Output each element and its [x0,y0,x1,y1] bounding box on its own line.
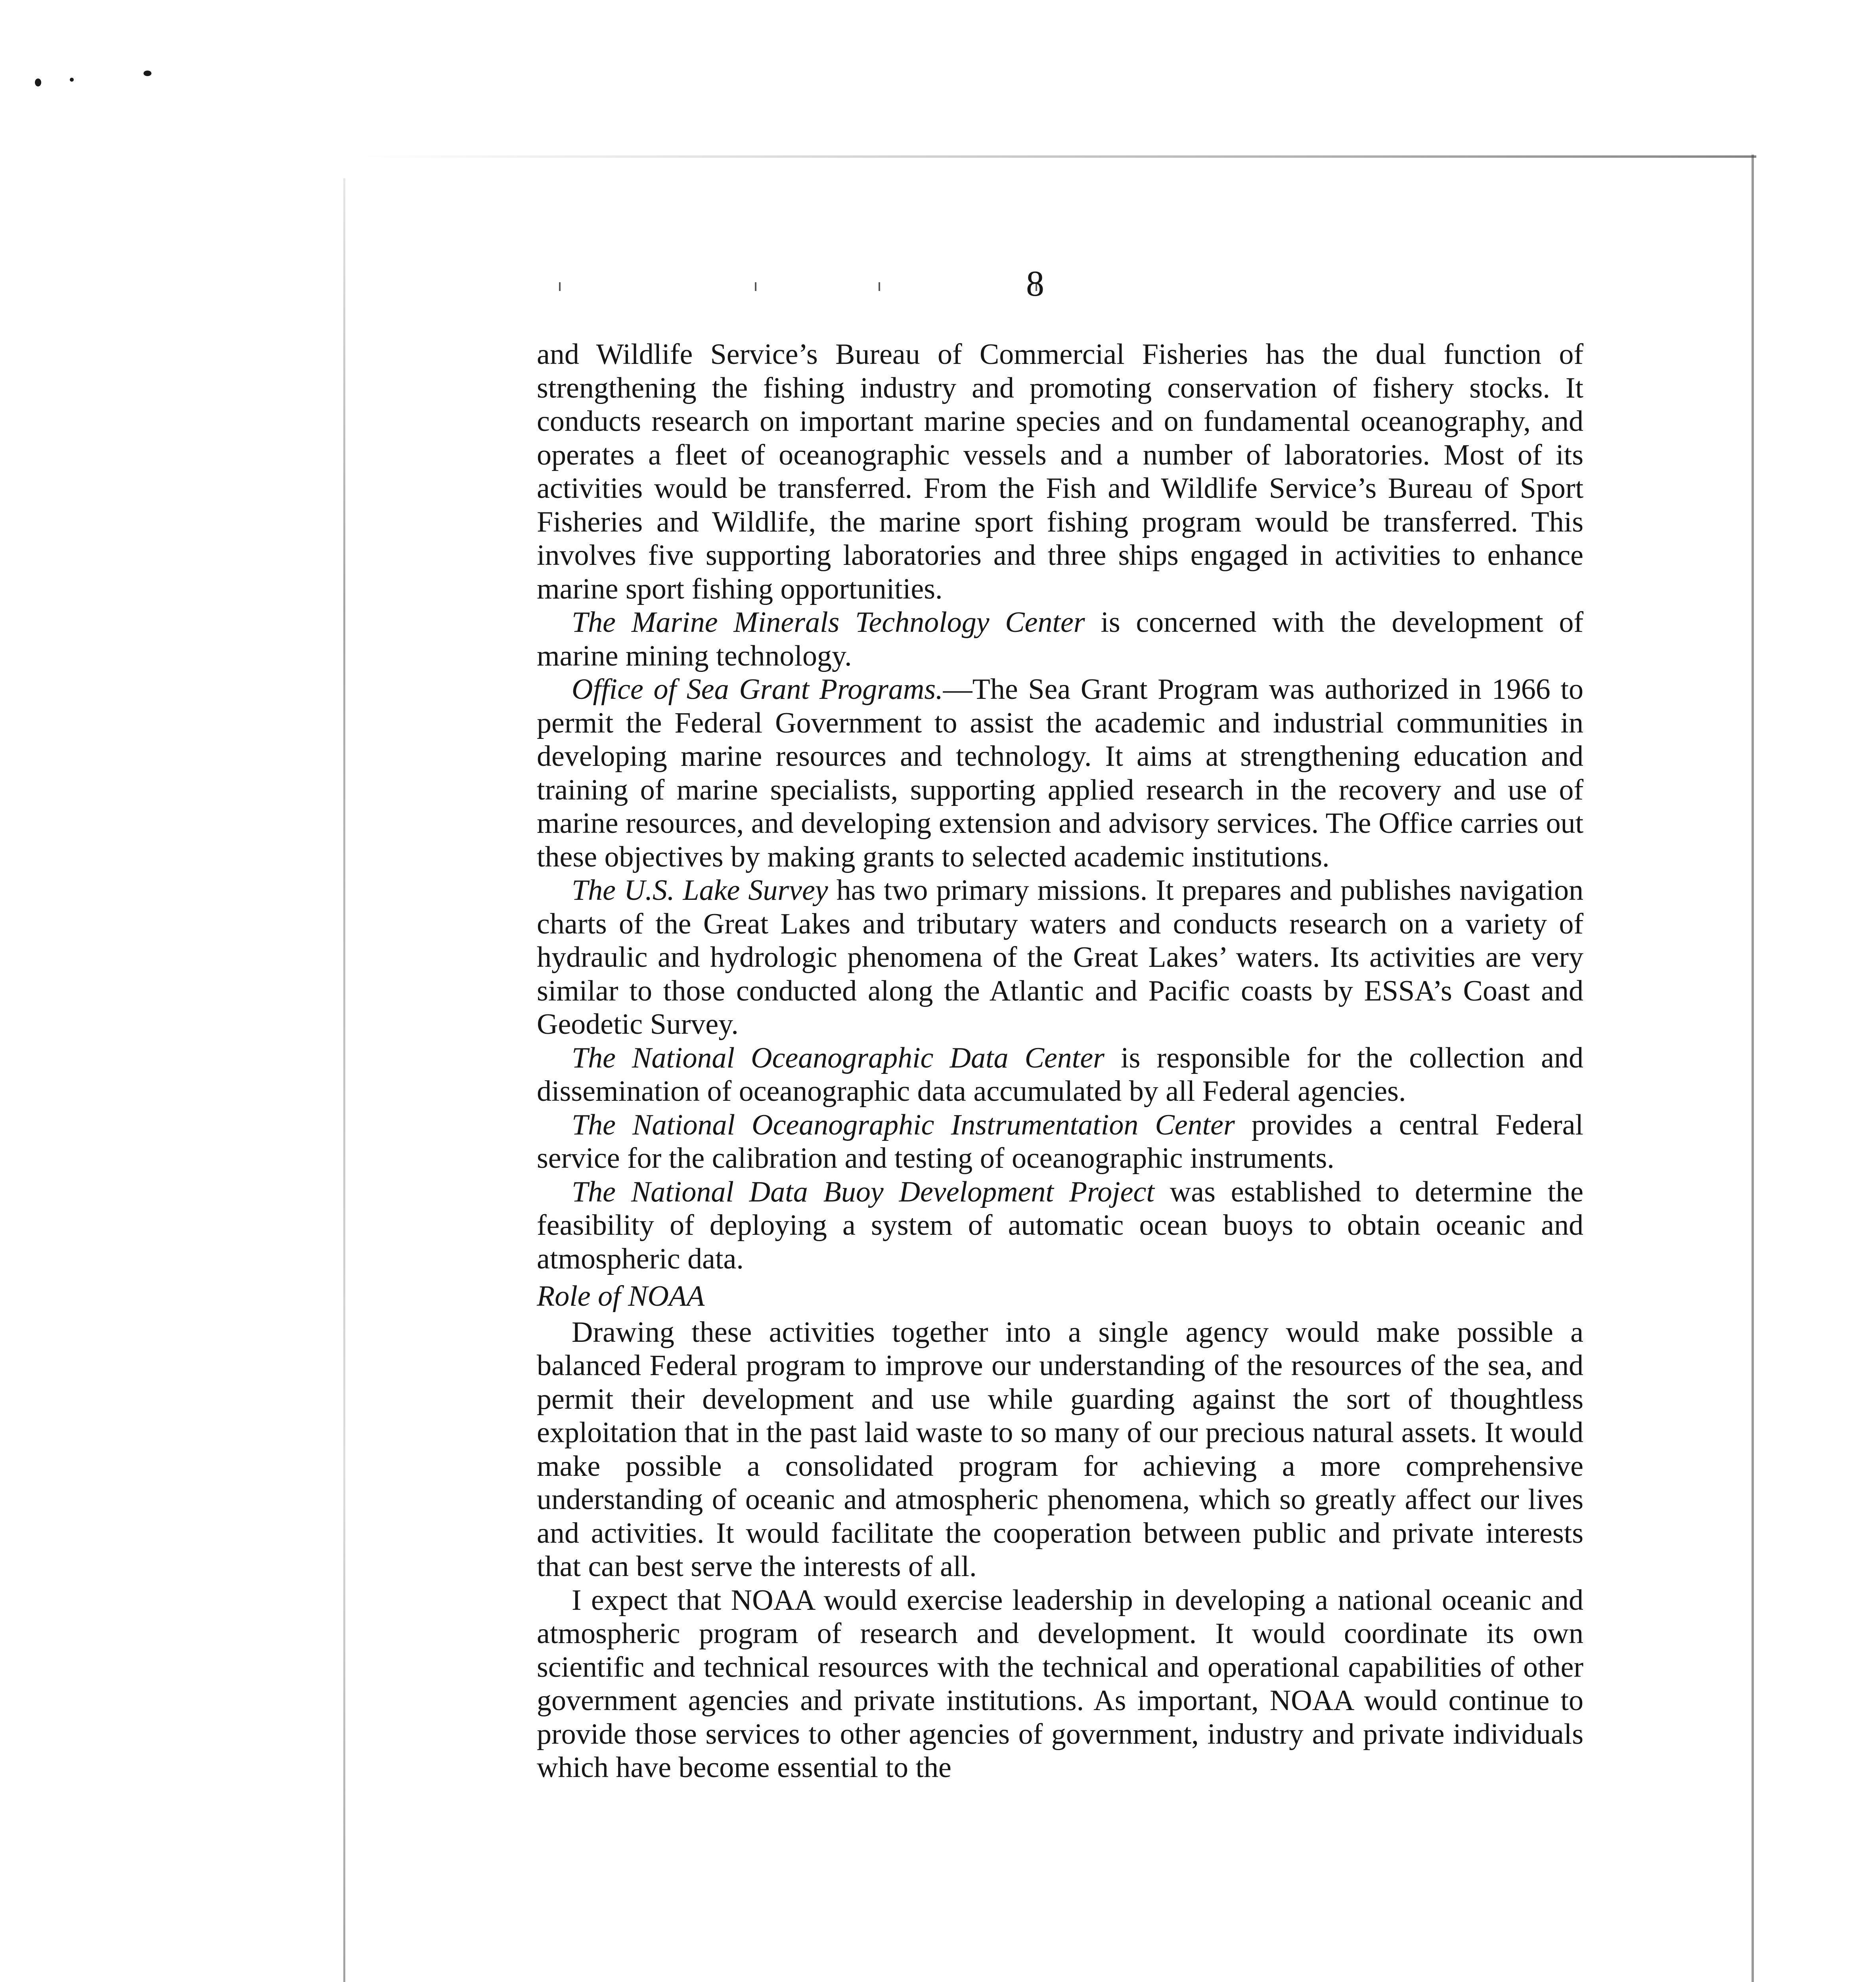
header-tick [559,282,561,291]
paragraph-lead: Office of Sea Grant Programs. [572,673,943,706]
paragraph-role-2 [537,1584,1583,1785]
paragraph-role-1 [537,1316,1583,1584]
paragraph-text: and Wildlife Service’s Bureau of Commercial Fisheries has the dual function of strengthening the fishing industry and promoting conservation of fishery stocks. It conducts research on important marine species and on fundamental oceanography, and operates a fleet of oceanographic vessels and a number of laboratories. Most of its activities would be transferred. From the Fish and Wildlife Service’s Bureau of Sport Fisheries and Wildlife, the marine sport fishing program would be transferred. This involves five supporting laboratories and three ships engaged in activities to enhance marine sport fishing opportunities. [537,338,1583,605]
paragraph-lead: The National Data Buoy Development Project [572,1175,1154,1208]
paragraph-continued [537,338,1583,606]
paragraph-text: Drawing these activities together into a single agency would make possible a balanced Federal program to improve our understanding of the resources of the sea, and permit their development and use while guarding against the sort of thoughtless exploitation that in the past laid waste to so many of our precious natural assets. It would make possible a consolidated program for achieving a more comprehensive understanding of oceanic and atmospheric phenomena, which so greatly affect our lives and activities. It would facilitate the cooperation between public and private interests that can best serve the interests of all. [537,1316,1583,1583]
header-tick [879,282,880,291]
body-text [537,338,1583,1785]
header-tick [755,282,756,291]
paragraph-text: has two primary missions. It prepares and publishes navigation charts of the Great Lakes and tributary waters and conducts research on a variety of hydraulic and hydrologic phenomena of the Great Lakes’ waters. Its activities are very similar to those conducted along the Atlantic and Pacific coasts by ESSA’s Coast and Geodetic Survey. [537,874,1583,1041]
section-heading: Role of NOAA [537,1280,705,1312]
paragraph-lead: The U.S. Lake Survey [572,874,828,907]
paragraph-text: is concerned with the development of marine mining technology. [537,606,1583,672]
paragraph-text: I expect that NOAA would exercise leadership in developing a national oceanic and atmospheric program of research and development. It would coordinate its own scientific and technical resources with the technical and operational capabilities of other government agencies and private institutions. As important, NOAA would continue to provide those services to other agencies of government, industry and private individuals which have become essential to the [537,1584,1583,1784]
paragraph-lead: The National Oceanographic Instrumentation Center [572,1108,1235,1141]
paragraph-instrumentation-center [537,1108,1583,1175]
scan-speck [144,71,151,76]
paragraph-text: —The Sea Grant Program was authorized in 1966 to permit the Federal Government to assist the academic and industrial communities in developing marine resources and technology. It aims at strengthening education and training of marine specialists, supporting applied research in the recovery and use of marine resources, and developing extension and advisory services. The Office carries out these objectives by making grants to selected academic institutions. [537,673,1583,873]
page-edge-left [343,178,345,1982]
paragraph-marine-minerals [537,606,1583,673]
paragraph-text: is responsible for the collection and dissemination of oceanographic data accumulated by all Federal agencies. [537,1041,1583,1108]
paragraph-data-buoy [537,1175,1583,1276]
paragraph-text: was established to determine the feasibility of deploying a system of automatic ocean buoys to obtain oceanic and atmospheric data. [537,1175,1583,1275]
scan-speck [70,78,74,82]
paragraph-lake-survey [537,874,1583,1041]
paragraph-sea-grant [537,673,1583,874]
scan-speck [35,78,41,86]
paragraph-data-center [537,1041,1583,1108]
page-edge-right [1752,155,1754,1982]
page-edge-top [361,155,1756,158]
paragraph-text: provides a central Federal service for the calibration and testing of oceanographic instruments. [537,1108,1583,1175]
paragraph-lead: The Marine Minerals Technology Center [572,606,1085,639]
page-number: 8 [1026,263,1044,304]
paragraph-lead: The National Oceanographic Data Center [572,1041,1105,1074]
